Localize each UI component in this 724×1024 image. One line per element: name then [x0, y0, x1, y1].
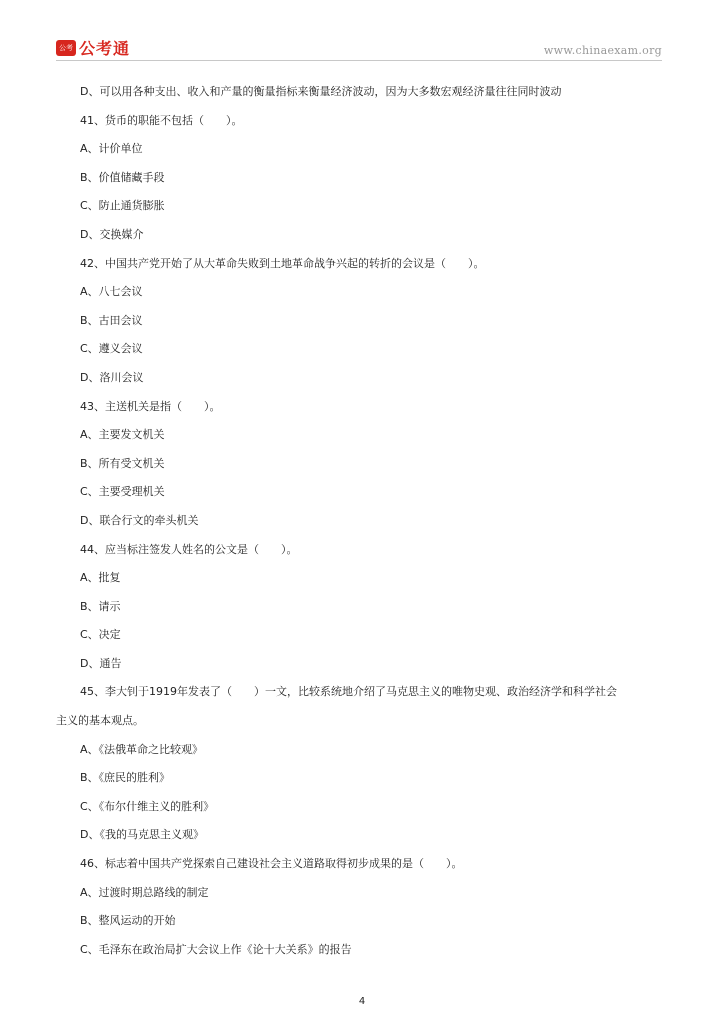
- text-line: C、《布尔什维主义的胜利》: [80, 799, 215, 813]
- document-body: [56, 78, 670, 964]
- text-line: B、整风运动的开始: [80, 914, 176, 928]
- text-line: 41、货币的职能不包括（ ）。: [80, 113, 243, 127]
- text-line: A、八七会议: [80, 285, 143, 299]
- text-line: B、《庶民的胜利》: [80, 771, 171, 785]
- text-line: D、可以用各种支出、收入和产量的衡量指标来衡量经济波动，因为大多数宏观经济量往往同时波动: [80, 85, 562, 98]
- text-line: 主义的基本观点。: [56, 714, 144, 728]
- text-line: A、过渡时期总路线的制定: [80, 885, 209, 899]
- text-line: 42、中国共产党开始了从大革命失败到土地革命战争兴起的转折的会议是（ ）。: [80, 256, 485, 270]
- text-line: D、《我的马克思主义观》: [80, 828, 204, 842]
- text-line: A、主要发文机关: [80, 428, 165, 442]
- logo-text: 公考通: [79, 39, 131, 58]
- text-line: B、价值储藏手段: [80, 170, 165, 184]
- text-line: 45、李大钊于1919年发表了（ ）一文，比较系统地介绍了马克思主义的唯物史观、政治经济学和科学社会: [80, 685, 617, 699]
- text-line: C、遵义会议: [80, 342, 143, 356]
- text-line: 44、应当标注签发人姓名的公文是（ ）。: [80, 542, 298, 556]
- text-line: C、决定: [80, 628, 121, 642]
- page-header: [0, 0, 724, 68]
- text-line: D、交换媒介: [80, 227, 144, 241]
- page-number: 4: [358, 996, 366, 1007]
- text-line: D、通告: [80, 656, 122, 670]
- text-line: D、洛川会议: [80, 370, 144, 384]
- text-line: A、批复: [80, 571, 121, 585]
- text-line: A、计价单位: [80, 142, 143, 156]
- text-line: B、所有受文机关: [80, 456, 165, 470]
- text-line: C、毛泽东在政治局扩大会议上作《论十大关系》的报告: [80, 942, 352, 956]
- header-divider: [56, 60, 662, 61]
- text-line: A、《法俄革命之比较观》: [80, 742, 204, 756]
- text-line: 46、标志着中国共产党探索自己建设社会主义道路取得初步成果的是（ ）。: [80, 857, 463, 871]
- logo-badge-icon: 公考通: [56, 40, 76, 56]
- text-line: C、防止通货膨胀: [80, 199, 165, 213]
- text-line: 43、主送机关是指（ ）。: [80, 399, 221, 413]
- site-url: www.chinaexam.org: [543, 44, 662, 57]
- logo: [56, 36, 131, 68]
- text-line: D、联合行文的牵头机关: [80, 513, 199, 527]
- text-line: B、古田会议: [80, 313, 143, 327]
- text-line: B、请示: [80, 599, 121, 613]
- text-line: C、主要受理机关: [80, 485, 165, 499]
